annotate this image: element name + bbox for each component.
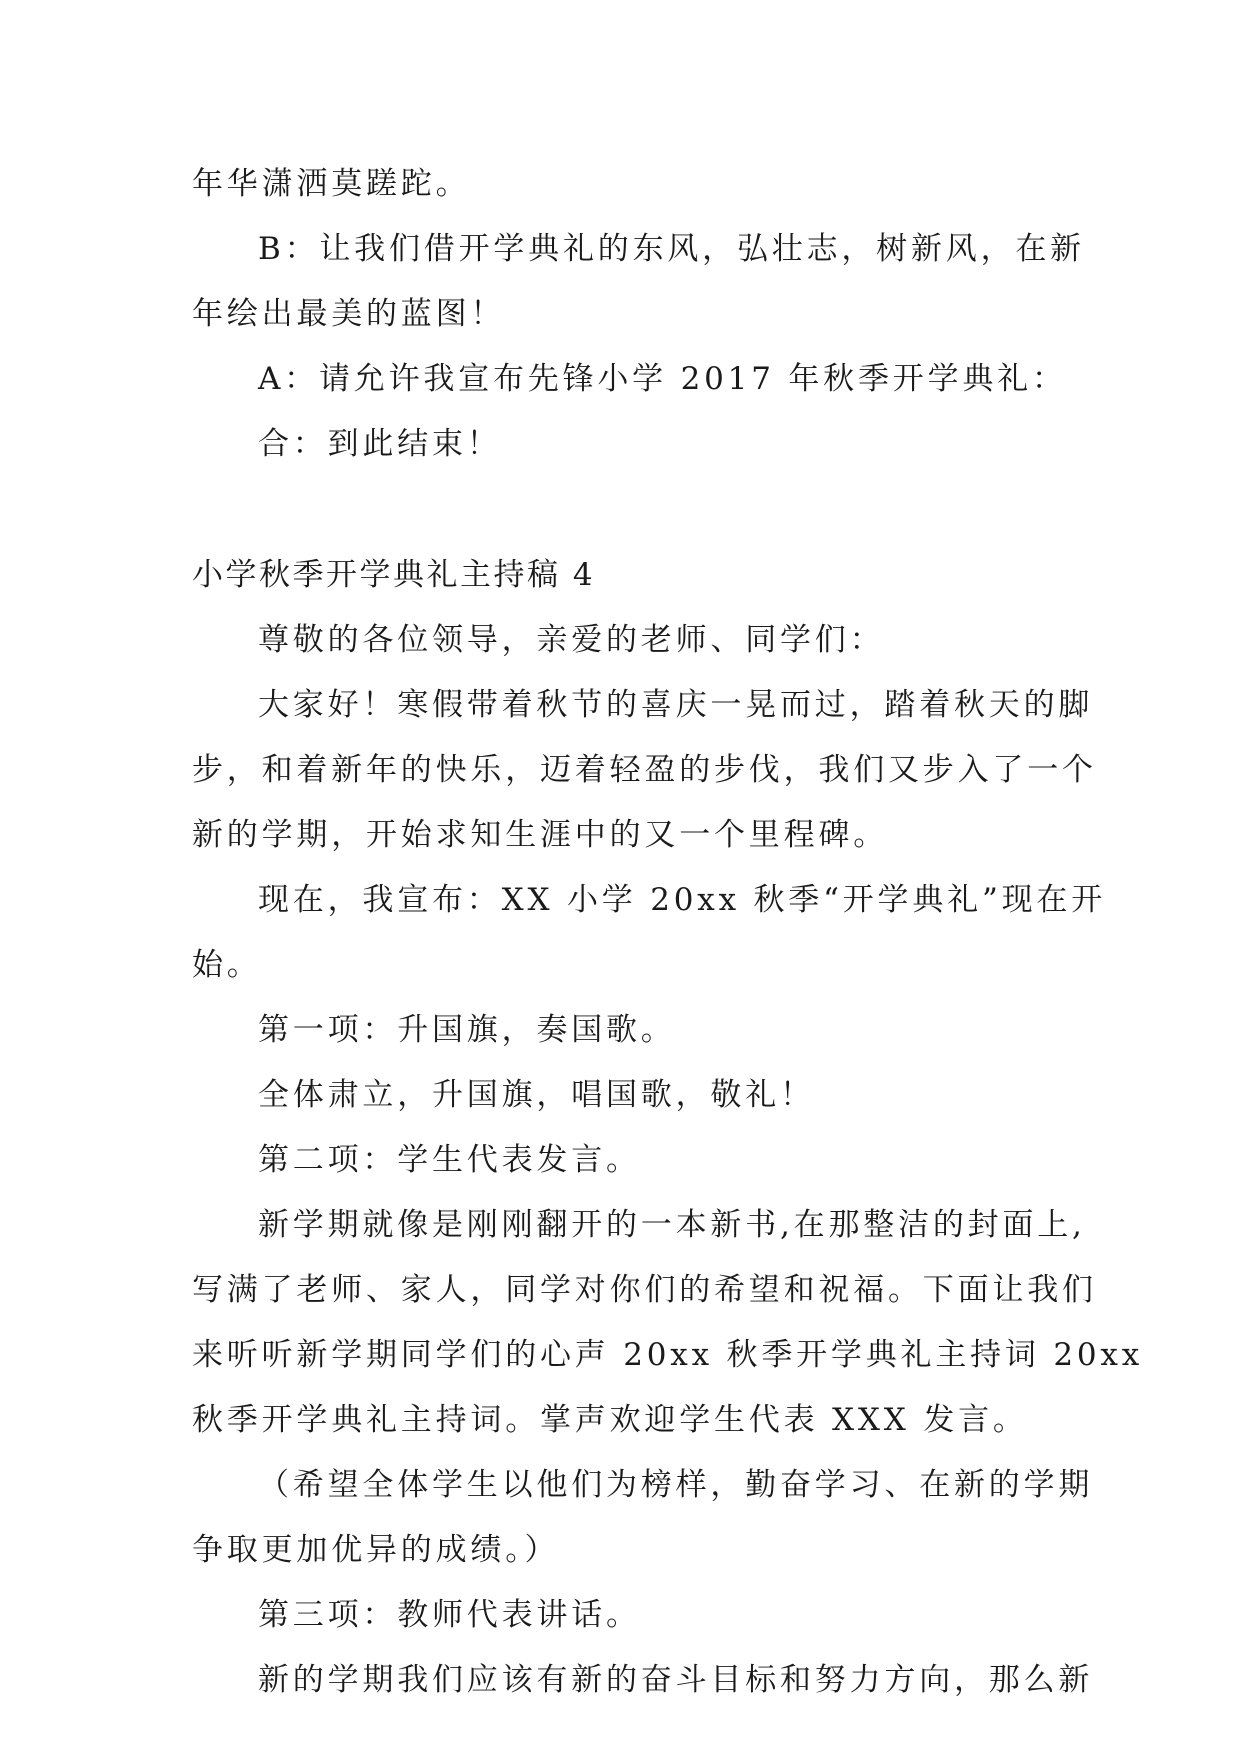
greeting-line: 尊敬的各位领导，亲爱的老师、同学们： (258, 622, 885, 658)
text-line: 秋季开学典礼主持词。掌声欢迎学生代表 XXX 发言。 (192, 1402, 1028, 1438)
text-line: 大家好！寒假带着秋节的喜庆一晃而过，踏着秋天的脚 (258, 687, 1094, 723)
text-line: 新的学期我们应该有新的奋斗目标和努力方向，那么新 (258, 1662, 1094, 1698)
section-title: 小学秋季开学典礼主持稿 4 (192, 557, 596, 593)
text-line: 全体肃立，升国旗，唱国歌，敬礼！ (258, 1077, 815, 1113)
document-page (192, 152, 1143, 1713)
text-line: 始。 (192, 947, 262, 983)
text-line: 现在，我宣布：XX 小学 20xx 秋季“开学典礼”现在开 (258, 882, 1107, 918)
text-line: 争取更加优异的成绩。） (192, 1532, 560, 1568)
agenda-item: 第一项：升国旗，奏国歌。 (258, 1012, 676, 1048)
text-line: 步，和着新年的快乐，迈着轻盈的步伐，我们又步入了一个 (192, 752, 1097, 788)
text-line: 年华潇洒莫蹉跎。 (192, 166, 471, 202)
agenda-item: 第二项：学生代表发言。 (258, 1142, 641, 1178)
text-line: 新学期就像是刚刚翻开的一本新书,在那整洁的封面上, (258, 1207, 1086, 1243)
text-line: A：请允许我宣布先锋小学 2017 年秋季开学典礼： (258, 361, 1067, 397)
text-line: 合：到此结束！ (258, 426, 502, 462)
text-line: （希望全体学生以他们为榜样，勤奋学习、在新的学期 (258, 1467, 1094, 1503)
text-line: 新的学期，开始求知生涯中的又一个里程碑。 (192, 817, 888, 853)
section-spacer (192, 477, 1052, 543)
text-line: B：让我们借开学典礼的东风，弘壮志，树新风，在新 (258, 231, 1085, 267)
text-line: 来听听新学期同学们的心声 20xx 秋季开学典礼主持词 20xx (192, 1337, 1143, 1373)
agenda-item: 第三项：教师代表讲话。 (258, 1597, 641, 1633)
text-line: 写满了老师、家人，同学对你们的希望和祝福。下面让我们 (192, 1272, 1097, 1308)
text-line: 年绘出最美的蓝图！ (192, 296, 506, 332)
